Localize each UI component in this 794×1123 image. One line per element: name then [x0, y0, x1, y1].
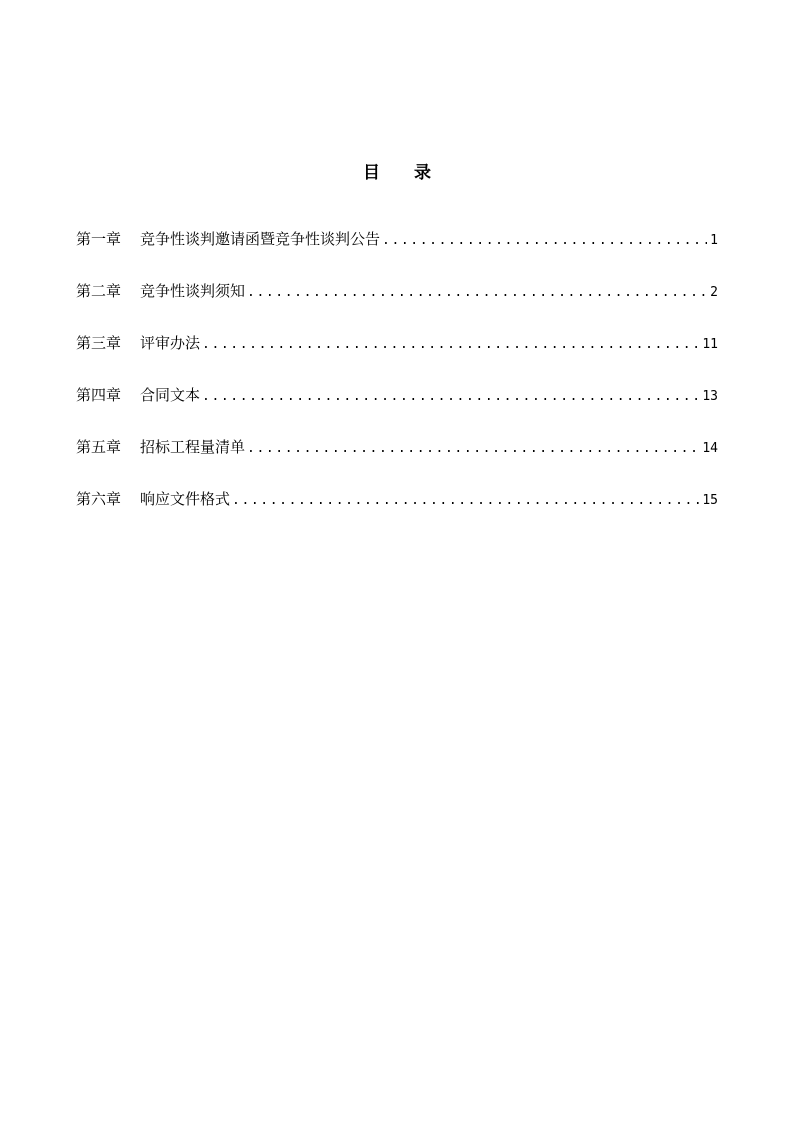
- toc-chapter-label: 第四章: [76, 386, 122, 404]
- toc-page-number: 11: [702, 337, 718, 352]
- toc-title: 目 录: [363, 163, 445, 183]
- toc-chapter-label: 第三章: [76, 334, 122, 352]
- toc-entry-1[interactable]: [76, 226, 718, 278]
- toc-dot-leader: [247, 280, 707, 306]
- toc-dot-leader: [382, 228, 707, 254]
- toc-heading: 合同文本: [140, 386, 201, 404]
- toc-page-number: 14: [702, 441, 718, 456]
- toc-entry-2[interactable]: [76, 278, 718, 330]
- toc-page-number: 13: [702, 389, 718, 404]
- toc-dot-leader: [202, 332, 699, 358]
- toc-page-number: 2: [710, 285, 718, 300]
- toc-chapter-label: 第五章: [76, 438, 122, 456]
- toc-dot-leader: [202, 384, 699, 410]
- toc-page-number: 1: [710, 233, 718, 248]
- toc-heading: 竞争性谈判须知: [140, 282, 246, 300]
- toc-chapter-label: 第六章: [76, 490, 122, 508]
- toc-chapter-label: 第二章: [76, 282, 122, 300]
- toc-dot-leader: [232, 488, 699, 514]
- toc-heading: 招标工程量清单: [140, 438, 246, 456]
- toc-entry-5[interactable]: [76, 434, 718, 486]
- toc-entry-6[interactable]: [76, 486, 718, 538]
- toc-chapter-label: 第一章: [76, 230, 122, 248]
- toc-dot-leader: [247, 436, 699, 462]
- toc-heading: 评审办法: [140, 334, 201, 352]
- toc-entry-4[interactable]: [76, 382, 718, 434]
- toc-list: [76, 226, 718, 538]
- toc-page-number: 15: [702, 493, 718, 508]
- toc-heading: 竞争性谈判邀请函暨竞争性谈判公告: [140, 230, 381, 248]
- toc-heading: 响应文件格式: [140, 490, 231, 508]
- toc-entry-3[interactable]: [76, 330, 718, 382]
